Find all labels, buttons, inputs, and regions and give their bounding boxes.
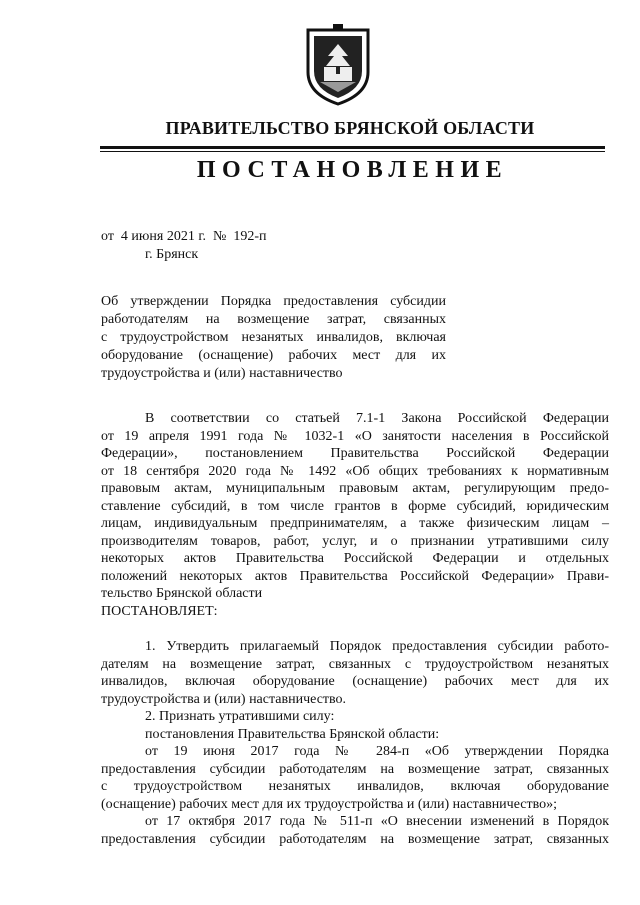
item1-line: 1. Утвердить прилагаемый Порядок предоставления субсидии работо- [145, 639, 609, 654]
item2a-line: с трудоустройством незанятых инвалидов, включая оборудование [101, 779, 609, 794]
subject-line: с трудоустройством незанятых инвалидов, включая [101, 330, 446, 345]
preamble-line: от 19 апреля 1991 года № 1032-1 «О занятости населения в Российской [101, 428, 609, 444]
preamble-line: производителям товаров, работ, услуг, и о признании утратившими силу [101, 533, 609, 549]
bryansk-coat-of-arms-emblem [300, 22, 376, 108]
header-rule-thin [100, 151, 605, 152]
item2b-line: от 17 октября 2017 года № 511-п «О внесении изменений в Порядок [145, 814, 609, 829]
government-title: ПРАВИТЕЛЬСТВО БРЯНСКОЙ ОБЛАСТИ [165, 118, 535, 138]
document-type-title: ПОСТАНОВЛЕНИЕ [196, 157, 509, 183]
preamble-line: В соответствии со статьей 7.1-1 Закона Российской Федерации [145, 411, 609, 426]
decree-word: ПОСТАНОВЛЯЕТ: [101, 603, 218, 619]
item2-subtitle: постановления Правительства Брянской области: [145, 726, 440, 742]
preamble-line: некоторых актов Правительства Российской Федерации и отдельных [101, 551, 609, 566]
preamble-line: ставление субсидий, в том числе грантов в форме субсидий, юридическим [101, 498, 609, 514]
item1-line: дателям на возмещение затрат, связанных с трудоустройством незанятых [101, 656, 609, 672]
subject-line: Об утверждении Порядка предоставления субсидии [101, 294, 446, 309]
item1-line: трудоустройства и (или) наставничество. [101, 691, 347, 707]
document-subject [101, 293, 446, 383]
preamble-line: лицам, индивидуальным предпринимателям, а также физическим лицам – [101, 516, 609, 531]
preamble-line: положений некоторых актов Правительства Российской Федерации» Прави- [101, 568, 609, 584]
date-and-number: от 4 июня 2021 г. № 192-п [101, 229, 267, 244]
preamble-line: правовым актам, муниципальным правовым актам, регулирующим предо- [101, 481, 609, 496]
subject-line: оборудование (оснащение) рабочих мест для их [101, 348, 446, 363]
item2a-line: от 19 июня 2017 года № 284-п «Об утверждении Порядка [145, 744, 609, 759]
item2a-line: предоставления субсидии работодателям на возмещение затрат, связанных [101, 761, 609, 777]
preamble-line: от 18 сентября 2020 года № 1492 «Об общих требованиях к нормативным [101, 463, 609, 479]
item2-title: 2. Признать утратившими силу: [145, 709, 335, 724]
subject-line: трудоустройства и (или) наставничество [101, 366, 343, 381]
city: г. Брянск [145, 247, 199, 262]
preamble-line: Федерации», постановлением Правительства Российской Федерации [101, 446, 609, 461]
header-rule-thick [100, 146, 605, 149]
preamble-line: тельство Брянской области [101, 586, 263, 601]
item1-line: инвалидов, включая оборудование (оснащение) рабочих мест для их [101, 674, 609, 689]
item2b-line: предоставления субсидии работодателям на возмещение затрат, связанных [101, 831, 609, 847]
item2a-line: (оснащение) рабочих мест для их трудоустройства и (или) наставничество»; [101, 796, 558, 812]
document-body [101, 410, 609, 848]
subject-line: работодателям на возмещение затрат, связанных [101, 312, 446, 327]
